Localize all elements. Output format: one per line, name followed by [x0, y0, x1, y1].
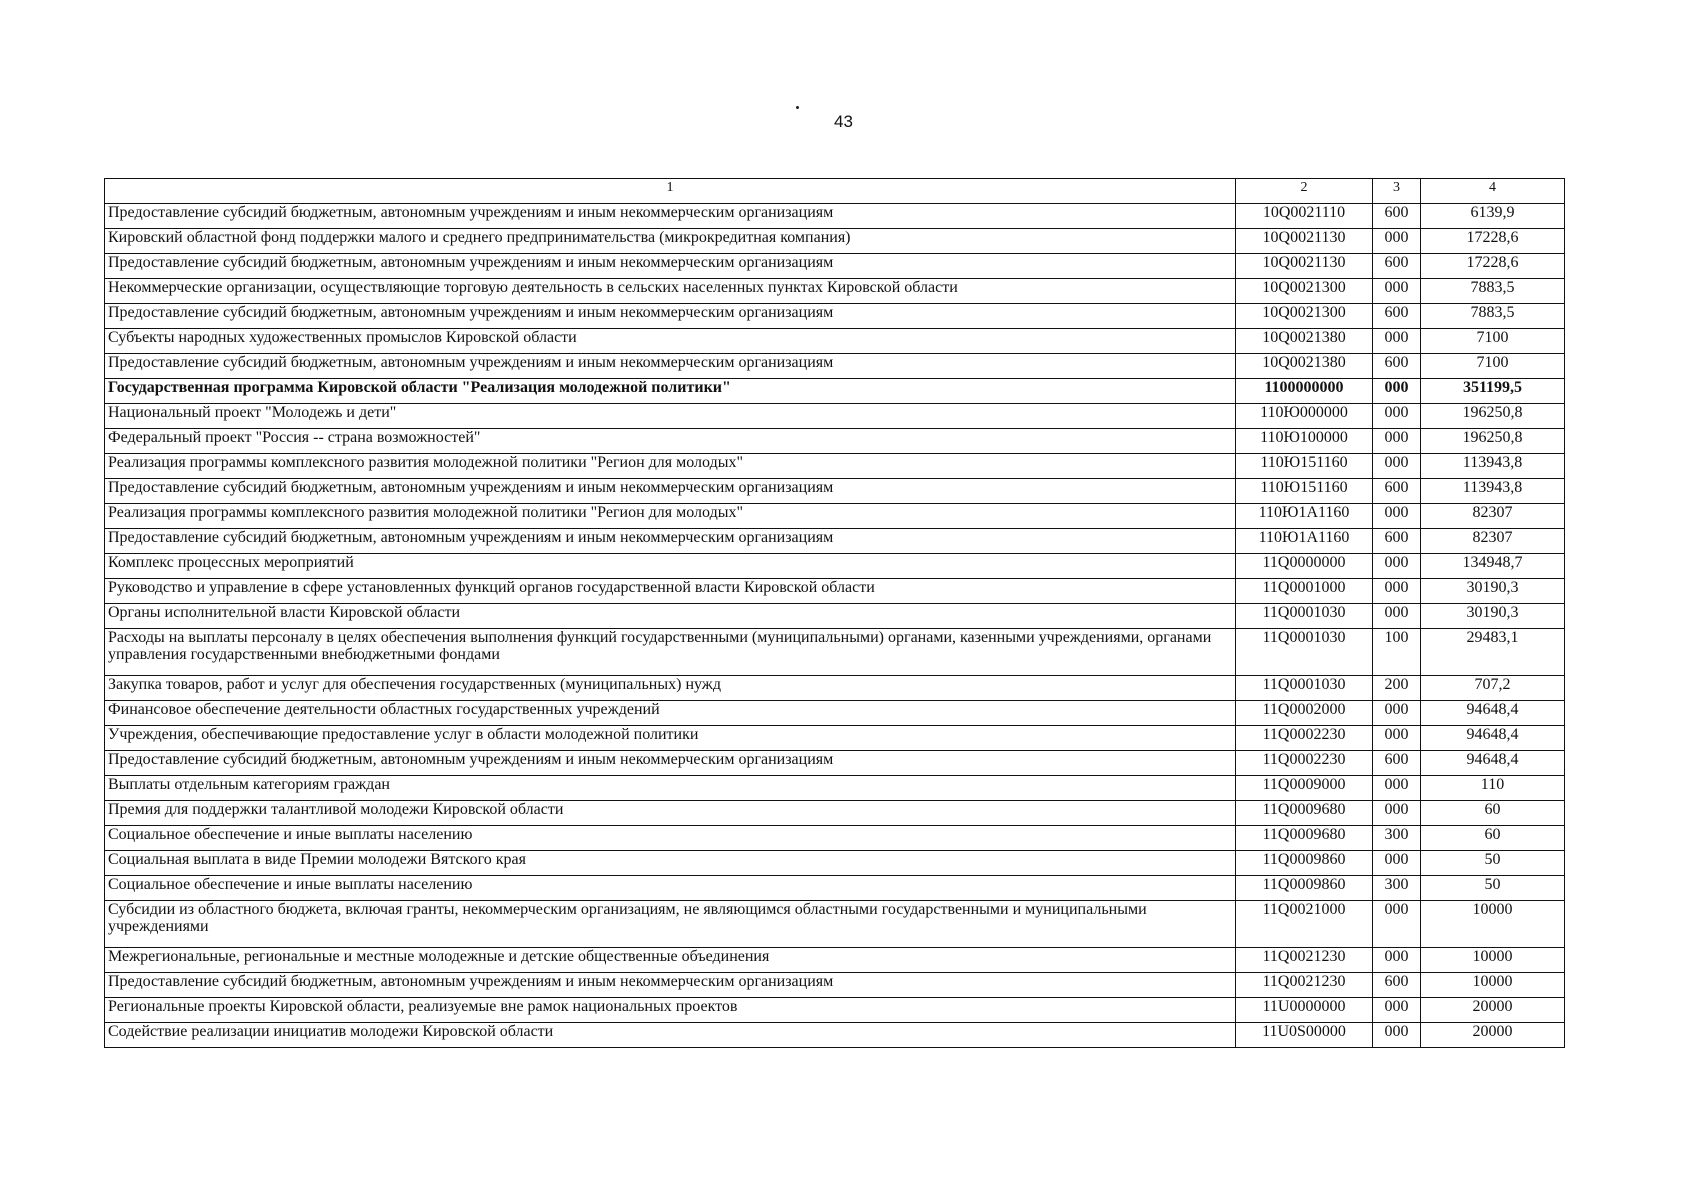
row-name-cell: Расходы на выплаты персоналу в целях обеспечения выполнения функций государственными (муниципальными) органами, казенными учреждениями, органами управления государственными внебюджетными фондами	[105, 629, 1236, 676]
table-row	[105, 851, 1565, 876]
row-type-cell: 000	[1373, 776, 1421, 801]
table-header-row	[105, 179, 1565, 204]
table-row	[105, 304, 1565, 329]
row-code-cell: 11Q0001000	[1236, 579, 1373, 604]
row-code-cell: 11Q0002230	[1236, 726, 1373, 751]
row-name-cell: Руководство и управление в сфере установленных функций органов государственной власти Кировской области	[105, 579, 1236, 604]
row-name-cell: Предоставление субсидий бюджетным, автономным учреждениям и иным некоммерческим организациям	[105, 973, 1236, 998]
row-name-cell: Кировский областной фонд поддержки малого и среднего предпринимательства (микрокредитная компания)	[105, 229, 1236, 254]
row-type-cell: 600	[1373, 354, 1421, 379]
table-row	[105, 279, 1565, 304]
row-type-cell: 000	[1373, 998, 1421, 1023]
row-sum-cell: 29483,1	[1421, 629, 1565, 676]
row-type-cell: 000	[1373, 604, 1421, 629]
row-name-cell: Региональные проекты Кировской области, реализуемые вне рамок национальных проектов	[105, 998, 1236, 1023]
row-sum-cell: 50	[1421, 876, 1565, 901]
table-row	[105, 826, 1565, 851]
table-row	[105, 204, 1565, 229]
row-type-cell: 600	[1373, 204, 1421, 229]
row-type-cell: 600	[1373, 529, 1421, 554]
table-row	[105, 429, 1565, 454]
row-code-cell: 11Q0009860	[1236, 876, 1373, 901]
row-name-cell: Предоставление субсидий бюджетным, автономным учреждениям и иным некоммерческим организациям	[105, 354, 1236, 379]
row-type-cell: 000	[1373, 851, 1421, 876]
table-row	[105, 801, 1565, 826]
row-code-cell: 11Q0002000	[1236, 701, 1373, 726]
row-name-cell: Премия для поддержки талантливой молодежи Кировской области	[105, 801, 1236, 826]
row-code-cell: 10Q0021380	[1236, 329, 1373, 354]
row-code-cell: 11Q0009680	[1236, 801, 1373, 826]
table-row	[105, 504, 1565, 529]
row-sum-cell: 196250,8	[1421, 429, 1565, 454]
table-row	[105, 776, 1565, 801]
row-name-cell: Реализация программы комплексного развития молодежной политики "Регион для молодых"	[105, 454, 1236, 479]
table-row	[105, 354, 1565, 379]
row-name-cell: Выплаты отдельным категориям граждан	[105, 776, 1236, 801]
row-type-cell: 000	[1373, 504, 1421, 529]
row-sum-cell: 7100	[1421, 329, 1565, 354]
row-code-cell: 11Q0009860	[1236, 851, 1373, 876]
row-name-cell: Межрегиональные, региональные и местные молодежные и детские общественные объединения	[105, 948, 1236, 973]
row-code-cell: 10Q0021130	[1236, 229, 1373, 254]
row-type-cell: 000	[1373, 901, 1421, 948]
row-sum-cell: 17228,6	[1421, 229, 1565, 254]
row-type-cell: 100	[1373, 629, 1421, 676]
column-header-name: 1	[105, 179, 1236, 204]
row-name-cell: Предоставление субсидий бюджетным, автономным учреждениям и иным некоммерческим организациям	[105, 479, 1236, 504]
row-name-cell: Учреждения, обеспечивающие предоставление услуг в области молодежной политики	[105, 726, 1236, 751]
table-row	[105, 629, 1565, 676]
table-row	[105, 726, 1565, 751]
row-code-cell: 11Q0009680	[1236, 826, 1373, 851]
table-row	[105, 701, 1565, 726]
table-row	[105, 529, 1565, 554]
row-name-cell: Содействие реализации инициатив молодежи Кировской области	[105, 1023, 1236, 1048]
row-name-cell: Субсидии из областного бюджета, включая гранты, некоммерческим организациям, не являющимся областными государственными и муниципальными учреждениями	[105, 901, 1236, 948]
row-code-cell: 11Q0021230	[1236, 948, 1373, 973]
row-type-cell: 000	[1373, 726, 1421, 751]
row-sum-cell: 7883,5	[1421, 279, 1565, 304]
row-type-cell: 600	[1373, 973, 1421, 998]
row-name-cell: Некоммерческие организации, осуществляющие торговую деятельность в сельских населенных пунктах Кировской области	[105, 279, 1236, 304]
budget-table	[104, 178, 1565, 1048]
row-code-cell: 11Q0001030	[1236, 629, 1373, 676]
row-name-cell: Комплекс процессных мероприятий	[105, 554, 1236, 579]
column-header-sum: 4	[1421, 179, 1565, 204]
table-row	[105, 404, 1565, 429]
row-sum-cell: 134948,7	[1421, 554, 1565, 579]
row-code-cell: 11Q0002230	[1236, 751, 1373, 776]
row-name-cell: Социальное обеспечение и иные выплаты населению	[105, 826, 1236, 851]
row-code-cell: 11Q0009000	[1236, 776, 1373, 801]
row-type-cell: 600	[1373, 254, 1421, 279]
row-code-cell: 11U0S00000	[1236, 1023, 1373, 1048]
table-row	[105, 876, 1565, 901]
table-row	[105, 901, 1565, 948]
row-name-cell: Социальное обеспечение и иные выплаты населению	[105, 876, 1236, 901]
table-row	[105, 1023, 1565, 1048]
row-code-cell: 110Ю1А1160	[1236, 529, 1373, 554]
row-name-cell: Закупка товаров, работ и услуг для обеспечения государственных (муниципальных) нужд	[105, 676, 1236, 701]
row-code-cell: 11Q0000000	[1236, 554, 1373, 579]
row-type-cell: 300	[1373, 826, 1421, 851]
row-type-cell: 600	[1373, 479, 1421, 504]
row-code-cell: 10Q0021300	[1236, 304, 1373, 329]
row-type-cell: 200	[1373, 676, 1421, 701]
budget-table-body	[105, 179, 1565, 1048]
table-row	[105, 254, 1565, 279]
page-number: 43	[834, 112, 853, 131]
row-name-cell: Предоставление субсидий бюджетным, автономным учреждениям и иным некоммерческим организациям	[105, 204, 1236, 229]
row-type-cell: 600	[1373, 751, 1421, 776]
row-type-cell: 000	[1373, 404, 1421, 429]
table-row	[105, 676, 1565, 701]
row-sum-cell: 94648,4	[1421, 751, 1565, 776]
row-sum-cell: 7883,5	[1421, 304, 1565, 329]
row-name-cell: Предоставление субсидий бюджетным, автономным учреждениям и иным некоммерческим организациям	[105, 751, 1236, 776]
row-sum-cell: 20000	[1421, 1023, 1565, 1048]
row-name-cell: Органы исполнительной власти Кировской области	[105, 604, 1236, 629]
row-name-cell: Реализация программы комплексного развития молодежной политики "Регион для молодых"	[105, 504, 1236, 529]
row-name-cell: Финансовое обеспечение деятельности областных государственных учреждений	[105, 701, 1236, 726]
row-type-cell: 000	[1373, 429, 1421, 454]
row-name-cell: Национальный проект "Молодежь и дети"	[105, 404, 1236, 429]
row-sum-cell: 10000	[1421, 973, 1565, 998]
scan-speck	[796, 106, 799, 109]
row-name-cell: Предоставление субсидий бюджетным, автономным учреждениям и иным некоммерческим организациям	[105, 529, 1236, 554]
row-name-cell: Федеральный проект "Россия -- страна возможностей"	[105, 429, 1236, 454]
row-sum-cell: 82307	[1421, 529, 1565, 554]
row-sum-cell: 30190,3	[1421, 579, 1565, 604]
table-row	[105, 998, 1565, 1023]
table-row	[105, 229, 1565, 254]
row-code-cell: 11Q0021000	[1236, 901, 1373, 948]
row-sum-cell: 60	[1421, 801, 1565, 826]
row-sum-cell: 10000	[1421, 901, 1565, 948]
row-code-cell: 110Ю1А1160	[1236, 504, 1373, 529]
row-sum-cell: 110	[1421, 776, 1565, 801]
row-type-cell: 000	[1373, 579, 1421, 604]
row-type-cell: 600	[1373, 304, 1421, 329]
row-sum-cell: 20000	[1421, 998, 1565, 1023]
row-code-cell: 110Ю100000	[1236, 429, 1373, 454]
table-row	[105, 554, 1565, 579]
row-code-cell: 110Ю151160	[1236, 479, 1373, 504]
column-header-code: 2	[1236, 179, 1373, 204]
row-code-cell: 11Q0001030	[1236, 676, 1373, 701]
table-row	[105, 948, 1565, 973]
row-code-cell: 110Ю000000	[1236, 404, 1373, 429]
row-sum-cell: 113943,8	[1421, 454, 1565, 479]
row-sum-cell: 196250,8	[1421, 404, 1565, 429]
row-type-cell: 000	[1373, 229, 1421, 254]
row-name-cell: Социальная выплата в виде Премии молодежи Вятского края	[105, 851, 1236, 876]
table-row	[105, 604, 1565, 629]
table-row	[105, 973, 1565, 998]
table-row	[105, 751, 1565, 776]
row-sum-cell: 30190,3	[1421, 604, 1565, 629]
row-sum-cell: 94648,4	[1421, 701, 1565, 726]
row-type-cell: 000	[1373, 329, 1421, 354]
row-sum-cell: 10000	[1421, 948, 1565, 973]
row-name-cell: Предоставление субсидий бюджетным, автономным учреждениям и иным некоммерческим организациям	[105, 254, 1236, 279]
row-type-cell: 000	[1373, 1023, 1421, 1048]
row-code-cell: 10Q0021380	[1236, 354, 1373, 379]
row-sum-cell: 707,2	[1421, 676, 1565, 701]
row-type-cell: 000	[1373, 801, 1421, 826]
row-code-cell: 11Q0001030	[1236, 604, 1373, 629]
row-type-cell: 000	[1373, 279, 1421, 304]
row-type-cell: 300	[1373, 876, 1421, 901]
table-row	[105, 329, 1565, 354]
row-code-cell: 11Q0021230	[1236, 973, 1373, 998]
row-name-cell: Субъекты народных художественных промыслов Кировской области	[105, 329, 1236, 354]
table-row	[105, 579, 1565, 604]
row-type-cell: 000	[1373, 948, 1421, 973]
row-sum-cell: 113943,8	[1421, 479, 1565, 504]
row-code-cell: 1100000000	[1236, 379, 1373, 404]
row-code-cell: 10Q0021130	[1236, 254, 1373, 279]
row-sum-cell: 17228,6	[1421, 254, 1565, 279]
table-row	[105, 454, 1565, 479]
row-name-cell: Предоставление субсидий бюджетным, автономным учреждениям и иным некоммерческим организациям	[105, 304, 1236, 329]
row-sum-cell: 50	[1421, 851, 1565, 876]
row-name-cell: Государственная программа Кировской области "Реализация молодежной политики"	[105, 379, 1236, 404]
table-row	[105, 379, 1565, 404]
row-code-cell: 11U0000000	[1236, 998, 1373, 1023]
table-row	[105, 479, 1565, 504]
row-sum-cell: 60	[1421, 826, 1565, 851]
column-header-type: 3	[1373, 179, 1421, 204]
row-type-cell: 000	[1373, 379, 1421, 404]
row-type-cell: 000	[1373, 701, 1421, 726]
row-sum-cell: 351199,5	[1421, 379, 1565, 404]
row-code-cell: 110Ю151160	[1236, 454, 1373, 479]
row-type-cell: 000	[1373, 454, 1421, 479]
row-type-cell: 000	[1373, 554, 1421, 579]
row-sum-cell: 82307	[1421, 504, 1565, 529]
row-sum-cell: 94648,4	[1421, 726, 1565, 751]
row-code-cell: 10Q0021300	[1236, 279, 1373, 304]
row-sum-cell: 7100	[1421, 354, 1565, 379]
row-code-cell: 10Q0021110	[1236, 204, 1373, 229]
row-sum-cell: 6139,9	[1421, 204, 1565, 229]
